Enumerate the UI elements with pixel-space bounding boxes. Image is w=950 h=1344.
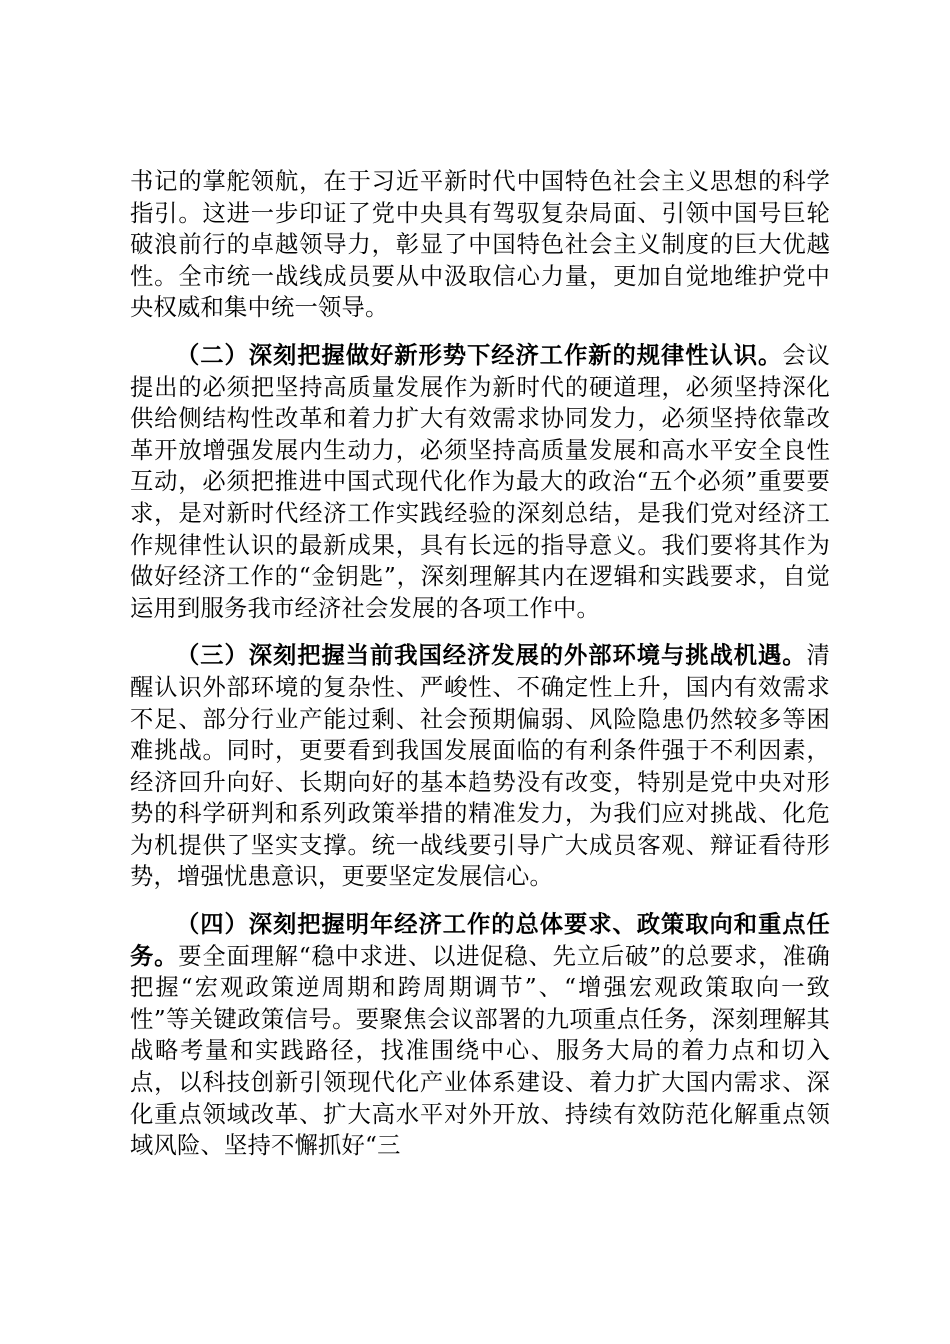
paragraph-body: 会议提出的必须把坚持高质量发展作为新时代的硬道理，必须坚持深化供给侧结构性改革和着力扩大有效需求协同发力，必须坚持依靠改革开放增强发展内生动力，必须坚持高质量发展和高水平安全良性互动，必须把推进中国式现代化作为最大的政治“五个必须”重要要求，是对新时代经济工作实践经验的深刻总结，是我们党对经济工作规律性认识的最新成果，具有长远的指导意义。我们要将其作为做好经济工作的“金钥匙”，深刻理解其内在逻辑和实践要求，自觉运用到服务我市经济社会发展的各项工作中。 [130, 341, 830, 622]
paragraph-body: 清醒认识外部环境的复杂性、严峻性、不确定性上升，国内有效需求不足、部分行业产能过剩、社会预期偏弱、风险隐患仍然较多等困难挑战。同时，更要看到我国发展面临的有利条件强于不利因素，经济回升向好、长期向好的基本趋势没有改变，特别是党中央对形势的科学研判和系列政策举措的精准发力，为我们应对挑战、化危为机提供了坚实支撑。统一战线要引导广大成员客观、辩证看待形势，增强忧患意识，更要坚定发展信心。 [130, 642, 830, 891]
section-heading: （四）深刻把握明年经济工作的总体要求、政策取向和重点任务。 [130, 911, 830, 970]
section-heading: （二）深刻把握做好新形势下经济工作新的规律性认识。 [176, 341, 783, 369]
paragraph-body: 书记的掌舵领航，在于习近平新时代中国特色社会主义思想的科学指引。这进一步印证了党中央具有驾驭复杂局面、引领中国号巨轮破浪前行的卓越领导力，彰显了中国特色社会主义制度的巨大优越性。全市统一战线成员要从中汲取信心力量，更加自觉地维护党中央权威和集中统一领导。 [130, 168, 830, 322]
section-heading: （三）深刻把握当前我国经济发展的外部环境与挑战机遇。 [176, 642, 807, 670]
paragraph-section-3 [130, 640, 830, 893]
paragraph-continuation [130, 166, 830, 324]
paragraph-section-4 [130, 909, 830, 1162]
paragraph-body: 要全面理解“稳中求进、以进促稳、先立后破”的总要求，准确把握“宏观政策逆周期和跨周期调节”、“增强宏观政策取向一致性”等关键政策信号。要聚焦会议部署的九项重点任务，深刻理解其战略考量和实践路径，找准围绕中心、服务大局的着力点和切入点，以科技创新引领现代化产业体系建设、着力扩大国内需求、深化重点领域改革、扩大高水平对外开放、持续有效防范化解重点领域风险、坚持不懈抓好“三 [130, 942, 830, 1160]
document-page [130, 166, 830, 1162]
paragraph-section-2 [130, 340, 830, 624]
